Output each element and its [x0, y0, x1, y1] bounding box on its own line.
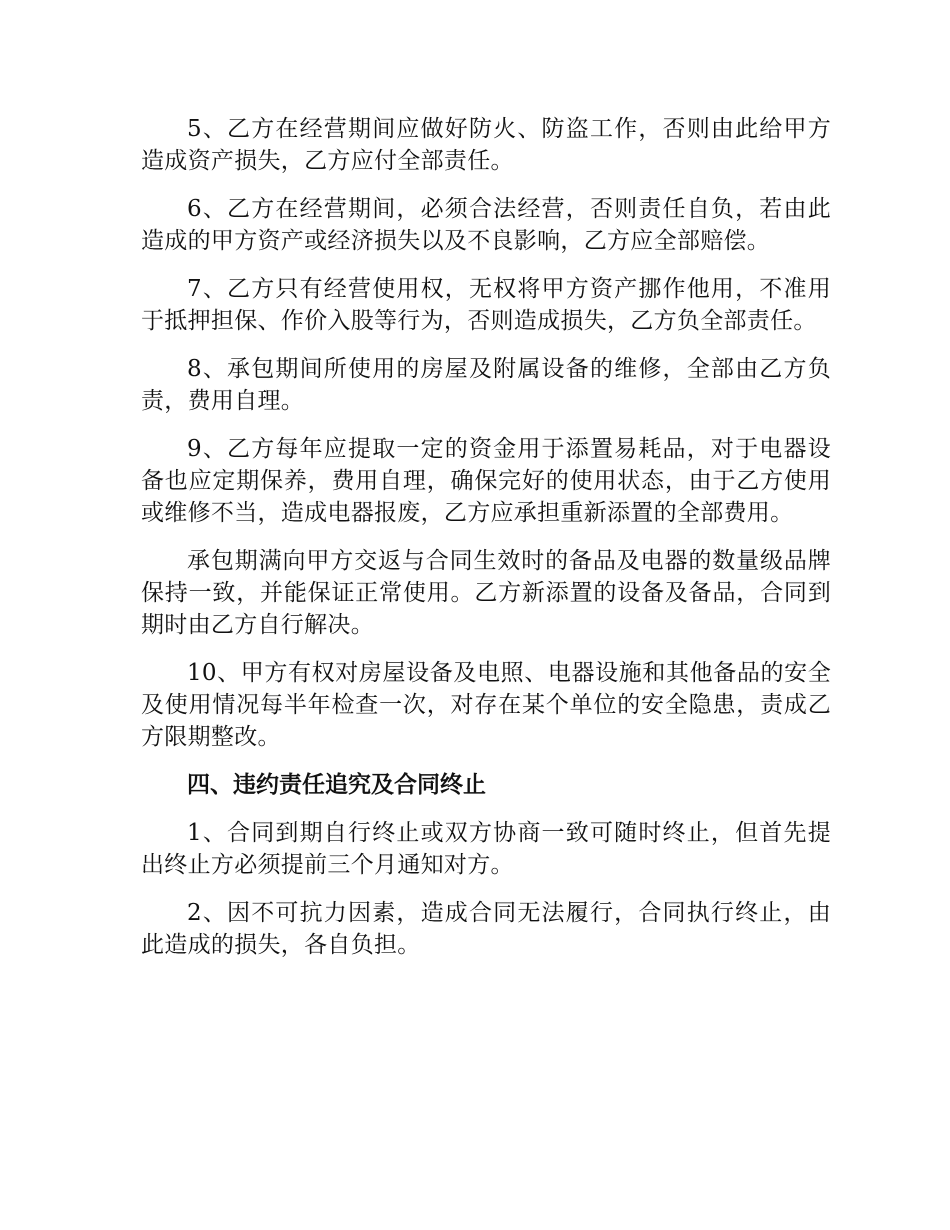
clause-7: 7、乙方只有经营使用权，无权将甲方资产挪作他用，不准用于抵押担保、作价入股等行为，否则造成损失，乙方负全部责任。 — [141, 276, 831, 334]
clause-6: 6、乙方在经营期间，必须合法经营，否则责任自负，若由此造成的甲方资产或经济损失以及不良影响，乙方应全部赔偿。 — [141, 196, 831, 254]
document-page — [141, 113, 831, 977]
clause-9: 9、乙方每年应提取一定的资金用于添置易耗品，对于电器设备也应定期保养，费用自理，确保完好的使用状态，由于乙方使用或维修不当，造成电器报废，乙方应承担重新添置的全部费用。 — [141, 436, 831, 526]
clause-9-supplement: 承包期满向甲方交返与合同生效时的备品及电器的数量级品牌保持一致，并能保证正常使用。乙方新添置的设备及备品，合同到期时由乙方自行解决。 — [141, 548, 831, 638]
clause-10: 10、甲方有权对房屋设备及电照、电器设施和其他备品的安全及使用情况每半年检查一次，对存在某个单位的安全隐患，责成乙方限期整改。 — [141, 660, 831, 750]
section4-clause-1: 1、合同到期自行终止或双方协商一致可随时终止，但首先提出终止方必须提前三个月通知对方。 — [141, 820, 831, 878]
section-heading: 四、违约责任追究及合同终止 — [187, 772, 486, 798]
clause-5: 5、乙方在经营期间应做好防火、防盗工作，否则由此给甲方造成资产损失，乙方应付全部责任。 — [141, 116, 831, 174]
clause-8: 8、承包期间所使用的房屋及附属设备的维修，全部由乙方负责，费用自理。 — [141, 356, 831, 414]
section4-clause-2: 2、因不可抗力因素，造成合同无法履行，合同执行终止，由此造成的损失，各自负担。 — [141, 900, 831, 958]
